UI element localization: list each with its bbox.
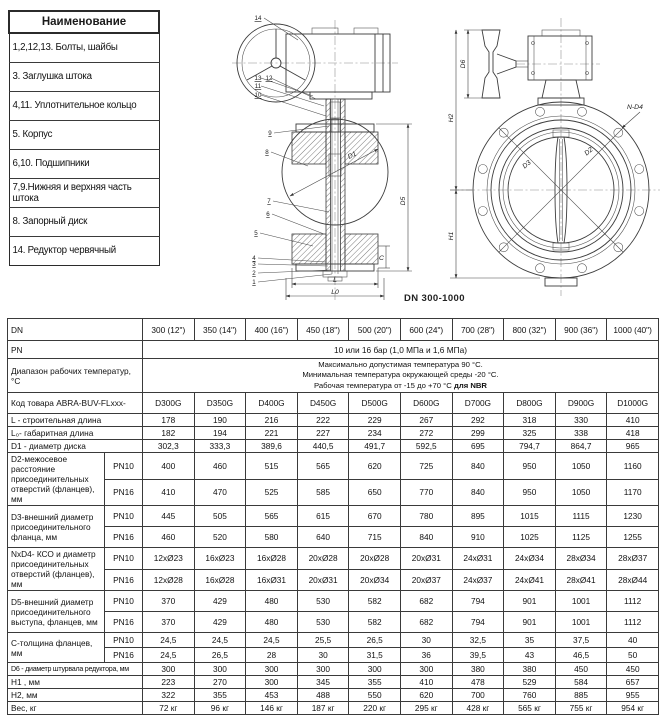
spec-cell: 400 (143, 453, 195, 480)
spec-cell: 955 (607, 689, 659, 702)
table-row (8, 319, 659, 341)
spec-code-value: D1000G (607, 393, 659, 414)
parts-item-label: 8. Запорный диск (9, 207, 159, 236)
spec-cell: 529 (504, 676, 556, 689)
spec-cell: 840 (400, 527, 452, 548)
dim-h1-label: H1 (448, 231, 455, 241)
spec-cell: 725 (400, 453, 452, 480)
spec-cell: 325 (504, 427, 556, 440)
spec-cell: 146 кг (246, 702, 298, 715)
spec-cell: 954 кг (607, 702, 659, 715)
spec-cell: 615 (297, 506, 349, 527)
spec-cell: 429 (194, 591, 246, 612)
spec-cell: 220 кг (349, 702, 401, 715)
spec-cell: 16xØ28 (246, 548, 298, 570)
dim-d3-label: D3 (521, 159, 533, 171)
table-row (8, 591, 659, 612)
spec-cell: 300 (246, 676, 298, 689)
spec-cell: 440,5 (297, 440, 349, 453)
spec-cell: 20xØ28 (297, 548, 349, 570)
callout-5: 5 (254, 230, 258, 237)
parts-row (9, 120, 159, 149)
spec-cell: 216 (246, 414, 298, 427)
parts-item-label: 5. Корпус (9, 120, 159, 149)
spec-cell: 178 (143, 414, 195, 427)
spec-cell: 28xØ34 (555, 548, 607, 570)
spec-cell: 229 (349, 414, 401, 427)
spec-cell: 28xØ41 (555, 569, 607, 591)
spec-cell: 755 кг (555, 702, 607, 715)
spec-dn-value: 400 (16") (246, 319, 298, 341)
spec-cell: 330 (555, 414, 607, 427)
parts-row (9, 207, 159, 236)
spec-dn-value: 300 (12") (143, 319, 195, 341)
spec-cell: 24,5 (143, 648, 195, 663)
spec-cell: 223 (143, 676, 195, 689)
spec-row-label: D2-межосевое расстояние присоединительных отверстий (фланцев), мм (8, 453, 105, 506)
table-row (8, 663, 659, 676)
spec-pn-variant: PN10 (105, 591, 143, 612)
spec-dn-value: 350 (14") (194, 319, 246, 341)
parts-table-header: Наименование (9, 11, 159, 33)
spec-cell: 1115 (555, 506, 607, 527)
spec-row-label: D6 - диаметр штурвала редуктора, мм (8, 663, 143, 676)
spec-cell: 478 (452, 676, 504, 689)
spec-cell: 418 (607, 427, 659, 440)
table-row (8, 569, 659, 591)
spec-cell: 491,7 (349, 440, 401, 453)
spec-cell: 565 (246, 506, 298, 527)
spec-row-label: H2, мм (8, 689, 143, 702)
spec-pn-variant: PN16 (105, 479, 143, 506)
spec-cell: 322 (143, 689, 195, 702)
spec-cell: 1170 (607, 479, 659, 506)
spec-row-label: L₀- габаритная длина (8, 427, 143, 440)
dim-l0-label: L0 (331, 289, 339, 296)
spec-cell: 520 (194, 527, 246, 548)
dim-d6-label: D6 (460, 59, 467, 69)
spec-dn-value: 1000 (40") (607, 319, 659, 341)
spec-code-value: D300G (143, 393, 195, 414)
spec-cell: 25,5 (297, 633, 349, 648)
spec-dn-value: 450 (18") (297, 319, 349, 341)
spec-cell: 505 (194, 506, 246, 527)
spec-dn-value: 500 (20") (349, 319, 401, 341)
gearbox-front (528, 30, 592, 105)
callout-13: 13 (254, 75, 262, 82)
spec-cell: 1255 (607, 527, 659, 548)
dim-d1-label: D1 (346, 150, 358, 161)
parts-row (9, 33, 159, 62)
callout-11: 11 (254, 83, 262, 90)
spec-cell: 292 (452, 414, 504, 427)
spec-cell: 585 (297, 479, 349, 506)
spec-cell: 16xØ31 (246, 569, 298, 591)
valve-front-drawing (420, 6, 665, 302)
spec-cell: 580 (246, 527, 298, 548)
spec-cell: 338 (555, 427, 607, 440)
spec-cell: 227 (297, 427, 349, 440)
spec-cell: 550 (349, 689, 401, 702)
spec-cell: 760 (504, 689, 556, 702)
spec-cell: 794 (452, 591, 504, 612)
table-row (8, 676, 659, 689)
table-row (8, 612, 659, 633)
spec-cell: 695 (452, 440, 504, 453)
spec-cell: 43 (504, 648, 556, 663)
spec-cell: 901 (504, 612, 556, 633)
spec-cell: 30 (297, 648, 349, 663)
parts-item-label: 7,9.Нижняя и верхняя часть штока (9, 178, 159, 207)
spec-cell: 182 (143, 427, 195, 440)
spec-table (7, 318, 659, 715)
table-row (8, 440, 659, 453)
parts-header-row (9, 11, 159, 33)
spec-cell: 333,3 (194, 440, 246, 453)
gearbox-section (286, 28, 390, 99)
spec-pn-variant: PN16 (105, 612, 143, 633)
spec-cell: 1015 (504, 506, 556, 527)
spec-cell: 370 (143, 591, 195, 612)
spec-cell: 39,5 (452, 648, 504, 663)
spec-cell: 592,5 (400, 440, 452, 453)
spec-row-label: NxD4- КСО и диаметр присоединительных отверстий (фланцев), мм (8, 548, 105, 591)
spec-row-label: D1 - диаметр диска (8, 440, 143, 453)
spec-cell: 565 кг (504, 702, 556, 715)
table-row (8, 427, 659, 440)
spec-cell: 428 кг (452, 702, 504, 715)
spec-cell: 840 (452, 479, 504, 506)
callout-3: 3 (252, 261, 256, 268)
spec-cell: 895 (452, 506, 504, 527)
spec-cell: 910 (452, 527, 504, 548)
front-centerlines (450, 18, 660, 296)
spec-cell: 300 (400, 663, 452, 676)
spec-code-value: D400G (246, 393, 298, 414)
spec-cell: 32,5 (452, 633, 504, 648)
spec-cell: 901 (504, 591, 556, 612)
spec-cell: 300 (194, 663, 246, 676)
table-row (8, 453, 659, 480)
callout-9: 9 (268, 130, 272, 137)
spec-cell: 840 (452, 453, 504, 480)
spec-row-label: Диапазон рабочих температур, °С (8, 359, 143, 393)
spec-row-label: D3-внешний диаметр присоединительного фланца, мм (8, 506, 105, 548)
spec-cell: 20xØ34 (349, 569, 401, 591)
spec-cell: 24xØ41 (504, 569, 556, 591)
spec-cell: 410 (400, 676, 452, 689)
spec-cell: 470 (194, 479, 246, 506)
callout-10: 10 (254, 92, 262, 99)
parts-row (9, 62, 159, 91)
spec-cell: 24xØ37 (452, 569, 504, 591)
callout-12: 12 (265, 75, 273, 82)
table-row (8, 506, 659, 527)
spec-cell: 1001 (555, 612, 607, 633)
callout-2: 2 (252, 270, 256, 277)
spec-pn-variant: PN10 (105, 453, 143, 480)
spec-cell: 488 (297, 689, 349, 702)
table-row (8, 414, 659, 427)
spec-cell: 410 (607, 414, 659, 427)
spec-cell: 355 (349, 676, 401, 689)
spec-cell: 24xØ31 (452, 548, 504, 570)
callout-8: 8 (265, 149, 269, 156)
table-row (8, 633, 659, 648)
parts-item-label: 14. Редуктор червячный (9, 236, 159, 265)
spec-row-label: PN (8, 341, 143, 359)
spec-cell: 480 (246, 612, 298, 633)
spec-cell: 950 (504, 453, 556, 480)
spec-cell: 300 (143, 663, 195, 676)
spec-cell: 16xØ23 (194, 548, 246, 570)
spec-cell: 380 (504, 663, 556, 676)
spec-pn-variant: PN10 (105, 633, 143, 648)
spec-cell: 20xØ31 (400, 548, 452, 570)
spec-cell: 700 (452, 689, 504, 702)
spec-cell: 1230 (607, 506, 659, 527)
spec-cell: 389,6 (246, 440, 298, 453)
spec-cell: 28xØ44 (607, 569, 659, 591)
spec-cell: 582 (349, 612, 401, 633)
temp-line: Минимальная температура окружающей среды -20 °С. (302, 370, 499, 380)
spec-cell: 31,5 (349, 648, 401, 663)
spec-cell: 657 (607, 676, 659, 689)
dim-d5-label: D5 (400, 196, 407, 206)
dim-c-label: C (379, 255, 384, 262)
spec-cell: 453 (246, 689, 298, 702)
spec-dn-value: 700 (28") (452, 319, 504, 341)
spec-cell: 20xØ31 (297, 569, 349, 591)
parts-item-label: 1,2,12,13. Болты, шайбы (9, 33, 159, 62)
spec-cell: 780 (400, 506, 452, 527)
dim-d2-label: D2 (583, 146, 595, 158)
spec-cell: 950 (504, 479, 556, 506)
spec-cell: 272 (400, 427, 452, 440)
spec-cell: 40 (607, 633, 659, 648)
callout-numbers (252, 15, 273, 286)
spec-cell: 1025 (504, 527, 556, 548)
spec-cell: 965 (607, 440, 659, 453)
spec-cell: 682 (400, 591, 452, 612)
spec-cell: 318 (504, 414, 556, 427)
spec-row-label: DN (8, 319, 143, 341)
spec-cell: 26,5 (349, 633, 401, 648)
temp-nbr-bold: для NBR (453, 380, 487, 390)
spec-cell: 1050 (555, 479, 607, 506)
spec-cell: 650 (349, 479, 401, 506)
callout-4: 4 (252, 255, 256, 262)
spec-pn-value: 10 или 16 бар (1,0 МПа и 1,6 МПа) (143, 341, 659, 359)
parts-table (8, 10, 160, 266)
spec-cell: 640 (297, 527, 349, 548)
spec-cell: 295 кг (400, 702, 452, 715)
callout-7: 7 (267, 198, 271, 205)
spec-cell: 460 (194, 453, 246, 480)
spec-cell: 770 (400, 479, 452, 506)
spec-cell: 480 (246, 591, 298, 612)
spec-cell: 20xØ37 (400, 569, 452, 591)
spec-cell: 50 (607, 648, 659, 663)
spec-cell: 221 (246, 427, 298, 440)
spec-cell: 190 (194, 414, 246, 427)
spec-cell: 582 (349, 591, 401, 612)
spec-cell: 46,5 (555, 648, 607, 663)
spec-cell: 1112 (607, 591, 659, 612)
spec-cell: 300 (297, 663, 349, 676)
spec-row-label: Код товара ABRA-BUV-FLxxx- (8, 393, 143, 414)
spec-cell: 370 (143, 612, 195, 633)
spec-cell: 270 (194, 676, 246, 689)
spec-cell: 299 (452, 427, 504, 440)
spec-cell: 1160 (607, 453, 659, 480)
spec-dn-value: 600 (24") (400, 319, 452, 341)
spec-cell: 96 кг (194, 702, 246, 715)
spec-cell: 345 (297, 676, 349, 689)
table-row (8, 393, 659, 414)
spec-cell: 530 (297, 612, 349, 633)
spec-pn-variant: PN16 (105, 527, 143, 548)
table-row (8, 527, 659, 548)
spec-dn-value: 800 (32") (504, 319, 556, 341)
spec-cell: 234 (349, 427, 401, 440)
spec-cell: 682 (400, 612, 452, 633)
spec-cell: 1112 (607, 612, 659, 633)
spec-cell: 28xØ37 (607, 548, 659, 570)
spec-cell: 222 (297, 414, 349, 427)
parts-row (9, 149, 159, 178)
spec-cell: 450 (555, 663, 607, 676)
spec-cell: 24,5 (194, 633, 246, 648)
callout-1: 1 (252, 279, 256, 286)
spec-cell: 20xØ28 (349, 548, 401, 570)
spec-cell: 30 (400, 633, 452, 648)
spec-cell: 380 (452, 663, 504, 676)
spec-row-label: Вес, кг (8, 702, 143, 715)
dim-nd4-label: N-D4 (627, 104, 643, 111)
stem-section (326, 99, 345, 274)
spec-cell: 445 (143, 506, 195, 527)
spec-cell: 885 (555, 689, 607, 702)
spec-cell: 26,5 (194, 648, 246, 663)
dim-l-label: L (333, 277, 337, 284)
spec-cell: 450 (607, 663, 659, 676)
spec-cell: 187 кг (297, 702, 349, 715)
parts-item-label: 4,11. Уплотнительное кольцо (9, 91, 159, 120)
spec-cell: 28 (246, 648, 298, 663)
dim-h2-label: H2 (448, 113, 455, 123)
table-row (8, 548, 659, 570)
parts-row (9, 178, 159, 207)
spec-cell: 670 (349, 506, 401, 527)
spec-dn-value: 900 (36") (555, 319, 607, 341)
spec-cell: 24,5 (246, 633, 298, 648)
spec-code-value: D700G (452, 393, 504, 414)
spec-cell: 429 (194, 612, 246, 633)
spec-row-label: L - строительная длина (8, 414, 143, 427)
spec-cell: 267 (400, 414, 452, 427)
spec-cell: 525 (246, 479, 298, 506)
spec-cell: 715 (349, 527, 401, 548)
drawing-caption: DN 300-1000 (404, 293, 465, 304)
spec-code-value: D350G (194, 393, 246, 414)
spec-cell: 194 (194, 427, 246, 440)
spec-cell: 300 (349, 663, 401, 676)
parts-row (9, 236, 159, 265)
valve-section-drawing (228, 6, 428, 306)
spec-cell: 620 (349, 453, 401, 480)
spec-cell: 302,3 (143, 440, 195, 453)
callout-14: 14 (254, 15, 262, 22)
spec-code-value: D450G (297, 393, 349, 414)
spec-row-label: С-толщина фланцев, мм (8, 633, 105, 663)
table-row (8, 702, 659, 715)
spec-code-value: D900G (555, 393, 607, 414)
table-row (8, 479, 659, 506)
spec-cell: 37,5 (555, 633, 607, 648)
spec-pn-variant: PN16 (105, 569, 143, 591)
spec-cell: 584 (555, 676, 607, 689)
parts-item-label: 6,10. Подшипники (9, 149, 159, 178)
table-row (8, 341, 659, 359)
parts-row (9, 91, 159, 120)
spec-row-label: H1 , мм (8, 676, 143, 689)
temp-line: Максимально допустимая температура 90 °С. (318, 360, 483, 370)
spec-cell: 24xØ34 (504, 548, 556, 570)
spec-cell: 35 (504, 633, 556, 648)
spec-cell: 794,7 (504, 440, 556, 453)
spec-row-label: D5-внешний диаметр присоединительного выступа, фланцев, мм (8, 591, 105, 633)
spec-cell: 530 (297, 591, 349, 612)
table-row (8, 648, 659, 663)
spec-code-value: D800G (504, 393, 556, 414)
spec-cell: 515 (246, 453, 298, 480)
spec-code-value: D600G (400, 393, 452, 414)
spec-cell: 565 (297, 453, 349, 480)
spec-cell: 620 (400, 689, 452, 702)
spec-cell: 36 (400, 648, 452, 663)
spec-code-value: D500G (349, 393, 401, 414)
temp-line: Рабочая температура от -15 до +70 °С (313, 380, 452, 390)
spec-cell: 794 (452, 612, 504, 633)
spec-cell: 355 (194, 689, 246, 702)
spec-cell: 12xØ23 (143, 548, 195, 570)
spec-cell: 16xØ28 (194, 569, 246, 591)
callout-6: 6 (266, 211, 270, 218)
spec-cell: 72 кг (143, 702, 195, 715)
spec-cell: 24,5 (143, 633, 195, 648)
spec-temp-value (143, 359, 659, 393)
spec-cell: 410 (143, 479, 195, 506)
spec-pn-variant: PN10 (105, 506, 143, 527)
spec-cell: 864,7 (555, 440, 607, 453)
spec-cell: 460 (143, 527, 195, 548)
spec-cell: 12xØ28 (143, 569, 195, 591)
spec-cell: 1001 (555, 591, 607, 612)
spec-cell: 300 (246, 663, 298, 676)
parts-item-label: 3. Заглушка штока (9, 62, 159, 91)
spec-cell: 1050 (555, 453, 607, 480)
spec-cell: 1125 (555, 527, 607, 548)
spec-pn-variant: PN16 (105, 648, 143, 663)
table-row (8, 359, 659, 393)
spec-pn-variant: PN10 (105, 548, 143, 570)
